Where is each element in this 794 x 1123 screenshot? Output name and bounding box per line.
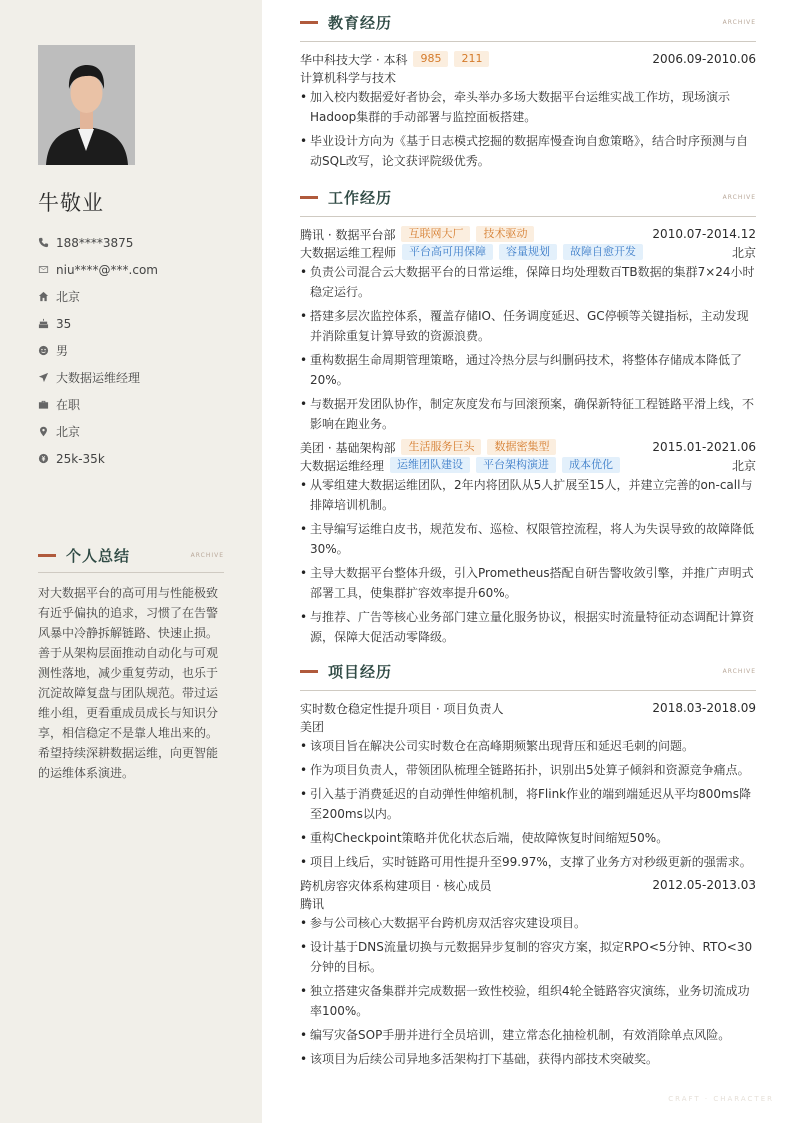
project-name: 实时数仓稳定性提升项目 · 项目负责人 [300, 701, 504, 716]
info-position [38, 364, 228, 391]
section-divider [38, 572, 224, 573]
info-age [38, 310, 228, 337]
list-item: • 与推荐、广告等核心业务部门建立量化服务协议，根据实时流量特征动态调配计算资源，保障大促活动零降级。 [300, 607, 756, 647]
section-divider [300, 41, 756, 42]
list-item: • 编写灾备SOP手册并进行全员培训，建立常态化抽检机制，有效消除单点风险。 [300, 1025, 756, 1045]
work-company-row [300, 225, 756, 243]
info-gender [38, 337, 228, 364]
cake-icon [38, 318, 56, 329]
education-date: 2006.09-2010.06 [652, 52, 756, 66]
education-major [300, 68, 756, 86]
info-location-text: 北京 [56, 425, 81, 439]
work-bullets [300, 262, 756, 434]
info-email [38, 256, 228, 283]
summary-header [38, 545, 224, 565]
list-item: • 参与公司核心大数据平台跨机房双活容灾建设项目。 [300, 913, 756, 933]
project-org [300, 894, 756, 912]
list-item: • 重构数据生命周期管理策略，通过冷热分层与纠删码技术，将整体存储成本降低了20%。 [300, 350, 756, 390]
work-role-row [300, 456, 756, 474]
work-header [300, 186, 756, 208]
work-city: 北京 [731, 245, 756, 260]
work-section [300, 186, 756, 651]
list-item: • 该项目旨在解决公司实时数仓在高峰期频繁出现背压和延迟毛刺的问题。 [300, 736, 756, 756]
list-item: • 主导大数据平台整体升级，引入Prometheus搭配自研告警收敛引擎，并推广声明式部署工具，使集群扩容效率提升60%。 [300, 563, 756, 603]
info-phone [38, 229, 228, 256]
section-tag: ARCHIVE [722, 18, 756, 26]
send-icon [38, 372, 56, 383]
education-bullets [300, 87, 756, 171]
info-location [38, 418, 228, 445]
profile-photo [38, 45, 135, 165]
info-gender-text: 男 [56, 344, 69, 358]
candidate-name: 牛敬业 [38, 191, 104, 215]
role-tag: 平台架构演进 [476, 457, 556, 473]
section-divider [300, 690, 756, 691]
section-accent-bar [300, 196, 318, 199]
phone-icon [38, 237, 56, 248]
section-tag: ARCHIVE [722, 193, 756, 201]
project-title-row [300, 876, 756, 894]
role-name: 大数据运维经理 [300, 458, 385, 473]
company-tag: 数据密集型 [487, 439, 556, 455]
company-tag: 互联网大厂 [401, 226, 470, 242]
role-tag: 运维团队建设 [390, 457, 470, 473]
summary-title: 个人总结 [66, 546, 131, 565]
info-home-text: 北京 [56, 290, 81, 304]
project-bullets [300, 913, 756, 1069]
summary-section [38, 545, 224, 783]
work-date: 2015.01-2021.06 [652, 440, 756, 454]
list-item: • 加入校内数据爱好者协会，牵头举办多场大数据平台运维实战工作坊，现场演示Hadoop集群的手动部署与监控面板搭建。 [300, 87, 756, 127]
work-bullets [300, 475, 756, 647]
list-item: • 该项目为后续公司异地多活架构打下基础，获得内部技术突破奖。 [300, 1049, 756, 1069]
project-title-row [300, 699, 756, 717]
info-email-text: niu****@***.com [56, 262, 158, 277]
project-org-text: 美团 [300, 719, 325, 734]
list-item: • 毕业设计方向为《基于日志模式挖掘的数据库慢查询自愈策略》，结合时序预测与自动SQL改写，论文获评院级优秀。 [300, 131, 756, 171]
work-city: 北京 [731, 458, 756, 473]
info-age-text: 35 [56, 316, 72, 331]
list-item: • 作为项目负责人，带领团队梳理全链路拓扑，识别出5处算子倾斜和资源竞争痛点。 [300, 760, 756, 780]
section-divider [300, 216, 756, 217]
project-bullets [300, 736, 756, 872]
contact-info-list [38, 229, 228, 472]
education-header [300, 11, 756, 33]
project-name: 跨机房容灾体系构建项目 · 核心成员 [300, 878, 492, 893]
project-date: 2012.05-2013.03 [652, 878, 756, 892]
list-item: • 项目上线后，实时链路可用性提升至99.97%，支撑了业务方对秒级更新的强需求。 [300, 852, 756, 872]
project-org-text: 腾讯 [300, 896, 325, 911]
work-company-row [300, 438, 756, 456]
section-accent-bar [38, 554, 56, 557]
list-item: • 引入基于消费延迟的自动弹性伸缩机制，将Flink作业的端到端延迟从平均800ms降至200ms以内。 [300, 784, 756, 824]
list-item: • 与数据开发团队协作，制定灰度发布与回滚预案，确保新特征工程链路平滑上线，不影响在跑业务。 [300, 394, 756, 434]
section-tag: ARCHIVE [190, 551, 224, 559]
company-name: 腾讯 · 数据平台部 [300, 227, 396, 242]
education-row [300, 50, 756, 68]
education-tag: 985 [413, 51, 448, 67]
project-date: 2018.03-2018.09 [652, 701, 756, 715]
section-accent-bar [300, 21, 318, 24]
role-tag: 成本优化 [562, 457, 620, 473]
education-title: 教育经历 [328, 13, 393, 32]
school-name: 华中科技大学 · 本科 [300, 52, 408, 67]
role-name: 大数据运维工程师 [300, 245, 397, 260]
education-tag: 211 [454, 51, 489, 67]
salary-icon [38, 453, 56, 464]
company-name: 美团 · 基础架构部 [300, 440, 396, 455]
info-status [38, 391, 228, 418]
sidebar [0, 0, 262, 1123]
list-item: • 搭建多层次监控体系，覆盖存储IO、任务调度延迟、GC停顿等关键指标，主动发现并消除重复计算导致的资源浪费。 [300, 306, 756, 346]
info-salary-text: 25k-35k [56, 451, 105, 466]
section-tag: ARCHIVE [722, 667, 756, 675]
list-item: • 负责公司混合云大数据平台的日常运维，保障日均处理数百TB数据的集群7×24小时稳定运行。 [300, 262, 756, 302]
list-item: • 设计基于DNS流量切换与元数据异步复制的容灾方案，拟定RPO<5分钟、RTO<30分钟的目标。 [300, 937, 756, 977]
work-date: 2010.07-2014.12 [652, 227, 756, 241]
gender-icon [38, 345, 56, 356]
work-title: 工作经历 [328, 188, 393, 207]
briefcase-icon [38, 399, 56, 410]
list-item: • 重构Checkpoint策略并优化状态后端，使故障恢复时间缩短50%。 [300, 828, 756, 848]
info-home [38, 283, 228, 310]
watermark: CRAFT · CHARACTER [668, 1095, 774, 1103]
summary-text: 对大数据平台的高可用与性能极致有近乎偏执的追求，习惯了在告警风暴中冷静拆解链路、快速止损。善于从架构层面推动自动化与可观测性落地，减少重复劳动，也乐于沉淀故障复盘与团队规范。带过运维小组，更看重成员成长与知识分享，相信稳定不是靠人堆出来的。希望持续深耕数据运维，向更智能的运维体系演进。 [38, 586, 219, 780]
home-icon [38, 291, 56, 302]
mail-icon [38, 264, 56, 275]
company-tag: 技术驱动 [476, 226, 534, 242]
info-status-text: 在职 [56, 398, 81, 412]
company-tag: 生活服务巨头 [401, 439, 481, 455]
info-position-text: 大数据运维经理 [56, 371, 141, 385]
list-item: • 从零组建大数据运维团队，2年内将团队从5人扩展至15人，并建立完善的on-call与排障培训机制。 [300, 475, 756, 515]
major-text: 计算机科学与技术 [300, 70, 397, 85]
project-section [300, 660, 756, 1073]
project-title: 项目经历 [328, 662, 393, 681]
role-tag: 容量规划 [499, 244, 557, 260]
work-role-row [300, 243, 756, 261]
info-salary [38, 445, 228, 472]
role-tag: 平台高可用保障 [402, 244, 493, 260]
project-header [300, 660, 756, 682]
project-org [300, 717, 756, 735]
role-tag: 故障自愈开发 [563, 244, 643, 260]
list-item: • 主导编写运维白皮书，规范发布、巡检、权限管控流程，将人为失误导致的故障降低30%。 [300, 519, 756, 559]
info-phone-text: 188****3875 [56, 235, 134, 250]
list-item: • 独立搭建灾备集群并完成数据一致性校验，组织4轮全链路容灾演练，业务切流成功率100%。 [300, 981, 756, 1021]
education-section [300, 11, 756, 175]
section-accent-bar [300, 670, 318, 673]
location-pin-icon [38, 426, 56, 437]
